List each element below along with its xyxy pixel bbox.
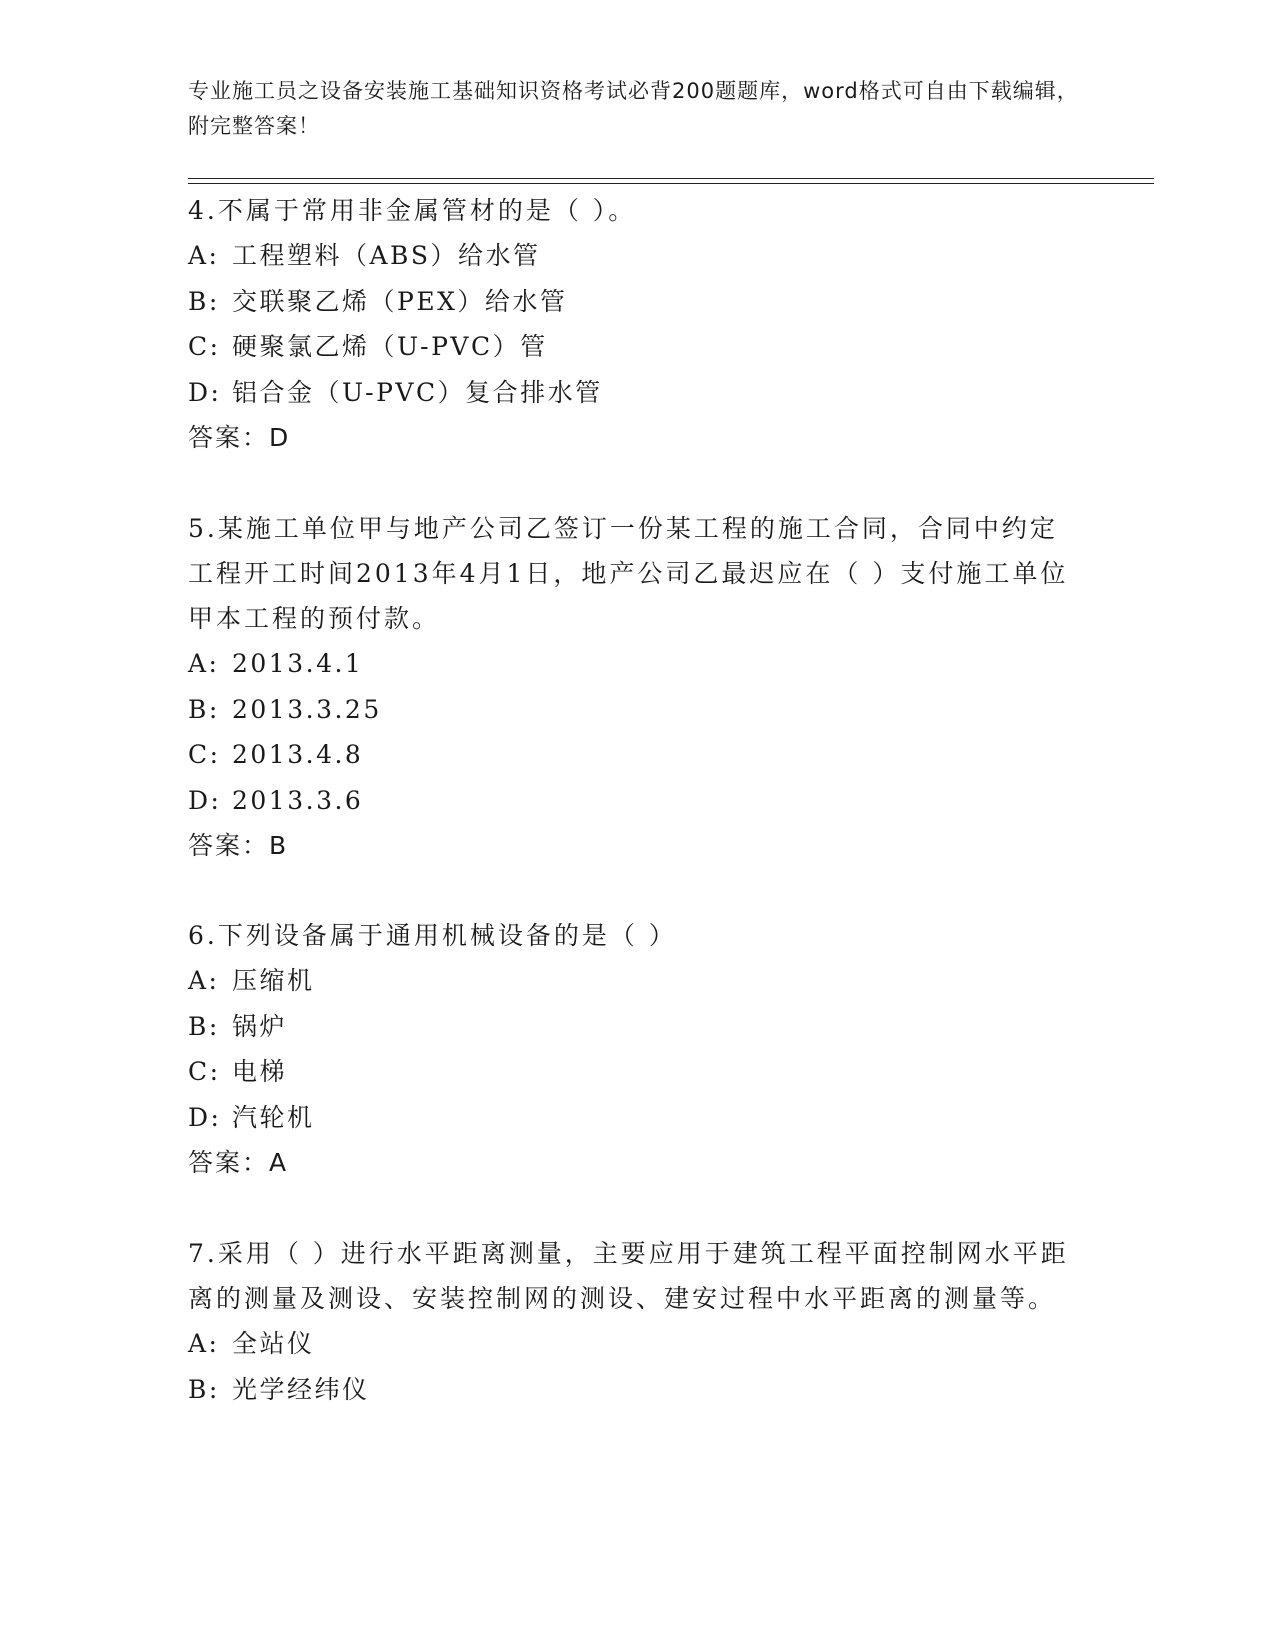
answer-line [188,415,1078,461]
option-label: D: [188,377,222,407]
question-5 [188,506,1078,869]
option-label: C: [188,740,221,769]
option-text: 2013.3.6 [232,785,364,815]
option-label: C: [188,1057,221,1086]
document-header: 专业施工员之设备安装施工基础知识资格考试必背200题题库，word格式可自由下载编辑，附完整答案！ [188,79,1079,138]
question-stem: 5.某施工单位甲与地产公司乙签订一份某工程的施工合同，合同中约定工程开工时间2013年4月1日，地产公司乙最迟应在（ ）支付施工单位甲本工程的预付款。 [188,514,1069,633]
option-label: D: [188,785,222,815]
option-b [188,279,1078,325]
answer-label: 答案： [188,1148,270,1177]
option-text: 压缩机 [232,966,315,995]
question-7 [188,1231,1078,1412]
option-c [188,732,1078,778]
option-label: C: [188,332,221,361]
question-4 [188,188,1078,461]
answer-label: 答案： [188,831,270,860]
question-stem: 7.采用（ ）进行水平距离测量，主要应用于建筑工程平面控制网水平距离的测量及测设、安装控制网的测设、建安过程中水平距离的测量等。 [188,1239,1069,1313]
answer-value: B [269,831,289,860]
option-text: 硬聚氯乙烯（U-PVC）管 [232,332,548,361]
option-d [188,778,1078,824]
option-c [188,1049,1078,1095]
answer-value: D [269,423,291,452]
option-text: 工程塑料（ABS）给水管 [232,241,541,270]
option-a [188,1321,1078,1367]
option-d [188,1095,1078,1141]
question-6 [188,913,1078,1186]
question-stem: 4.不属于常用非金属管材的是（ ）。 [188,196,637,225]
option-text: 汽轮机 [232,1102,315,1132]
option-text: 2013.4.1 [232,649,364,678]
header-divider-bottom [188,183,1154,184]
option-text: 交联聚乙烯（PEX）给水管 [232,286,568,316]
option-a [188,233,1078,279]
answer-line [188,823,1078,869]
option-label: A: [188,241,220,270]
option-label: B: [188,286,220,316]
option-b [188,1004,1078,1050]
option-a [188,958,1078,1004]
option-c [188,324,1078,370]
question-stem: 6.下列设备属于通用机械设备的是（ ） [188,921,677,950]
option-label: A: [188,1329,220,1358]
option-label: B: [188,1011,220,1041]
answer-value: A [269,1148,289,1177]
option-d [188,370,1078,416]
option-b [188,687,1078,733]
option-text: 2013.4.8 [232,740,364,769]
answer-label: 答案： [188,423,270,452]
option-text: 铝合金（U-PVC）复合排水管 [232,377,603,407]
option-label: B: [188,1374,220,1404]
option-label: D: [188,1102,222,1132]
option-label: A: [188,649,220,678]
option-label: B: [188,694,220,724]
option-b [188,1367,1078,1413]
option-text: 全站仪 [232,1329,315,1358]
answer-line [188,1140,1078,1186]
option-text: 光学经纬仪 [232,1374,370,1404]
option-text: 2013.3.25 [232,694,382,724]
option-text: 电梯 [232,1057,288,1086]
option-text: 锅炉 [232,1011,288,1041]
option-label: A: [188,966,220,995]
header-divider-top [188,178,1154,179]
option-a [188,641,1078,687]
